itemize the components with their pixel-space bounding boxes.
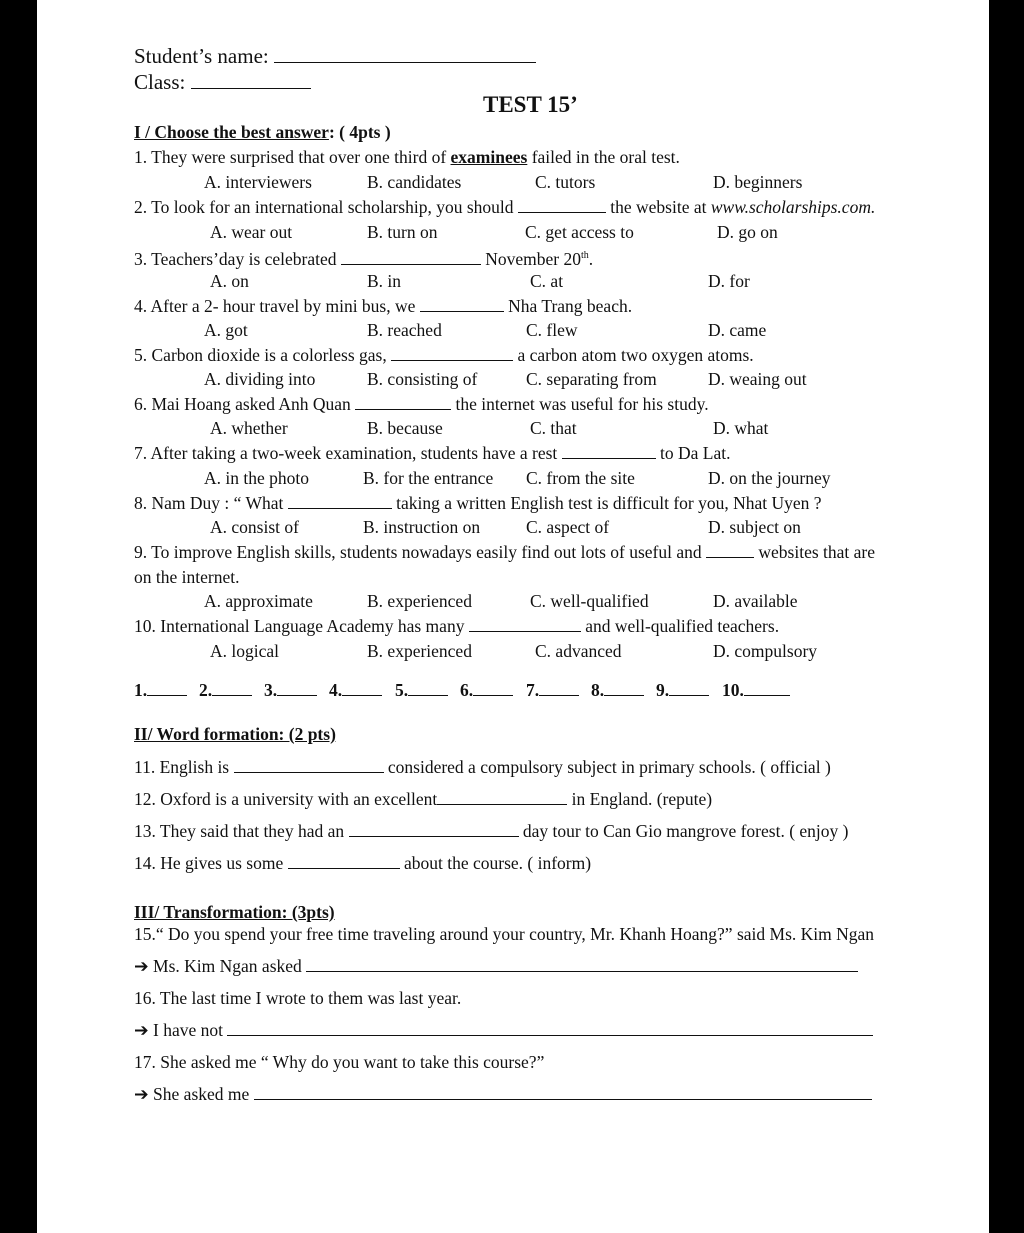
q9-blank[interactable] xyxy=(706,542,754,558)
q5-text-end: a carbon atom two oxygen atoms. xyxy=(513,345,754,365)
q10-option-b[interactable]: B. experienced xyxy=(367,641,472,661)
question-16: 16. The last time I wrote to them was last year. xyxy=(134,988,462,1008)
question-13: 13. They said that they had an day tour to Can Gio mangrove forest. ( enjoy ) xyxy=(134,821,849,841)
q5-option-d[interactable]: D. weaing out xyxy=(708,369,807,389)
q6-text: 6. Mai Hoang asked Anh Quan xyxy=(134,394,356,414)
q10-text: 10. International Language Academy has many xyxy=(134,616,469,636)
answer-17-field[interactable] xyxy=(254,1084,872,1100)
q1-option-a[interactable]: A. interviewers xyxy=(204,172,312,192)
q4-option-a[interactable]: A. got xyxy=(204,320,248,340)
part3-heading: III/ Transformation: (3pts) xyxy=(134,902,335,922)
arrow-icon: ➔ xyxy=(134,956,149,976)
q3-option-b[interactable]: B. in xyxy=(367,271,402,291)
q5-option-b[interactable]: B. consisting of xyxy=(367,369,478,389)
q8-option-b[interactable]: B. instruction on xyxy=(363,517,481,537)
q3-text-end: November 20 xyxy=(480,248,582,269)
question-9 xyxy=(134,541,875,563)
q3-text: 3. Teachers’day is celebrated xyxy=(134,248,341,269)
q10-option-a[interactable]: A. logical xyxy=(210,641,280,661)
answer-slot-3[interactable]: 3. xyxy=(264,680,317,701)
q2-text: 2. To look for an international scholarship, you should xyxy=(134,197,518,217)
q3-blank[interactable] xyxy=(341,249,481,265)
q9-option-a[interactable]: A. approximate xyxy=(204,591,313,611)
q8-blank[interactable] xyxy=(288,493,392,509)
q3-option-a[interactable]: A. on xyxy=(210,271,249,291)
q9-option-b[interactable]: B. experienced xyxy=(367,591,472,611)
answer-slot-4[interactable]: 4. xyxy=(329,680,382,701)
q7-option-d[interactable]: D. on the journey xyxy=(708,468,831,488)
q14-blank[interactable] xyxy=(288,853,400,869)
q9-text-end: websites that are xyxy=(754,542,876,562)
class-label: Class: xyxy=(134,70,186,94)
answer-slot-1[interactable]: 1. xyxy=(134,680,187,701)
q10-option-c[interactable]: C. advanced xyxy=(535,641,622,661)
q5-option-a[interactable]: A. dividing into xyxy=(204,369,316,389)
answer-slot-6[interactable]: 6. xyxy=(460,680,513,701)
q9-option-d[interactable]: D. available xyxy=(713,591,798,611)
answer-17-line: ➔ She asked me xyxy=(134,1083,872,1105)
q7-text: 7. After taking a two-week examination, students have a rest xyxy=(134,443,562,463)
q6-option-d[interactable]: D. what xyxy=(713,418,769,438)
q11-blank[interactable] xyxy=(234,757,384,773)
q1-text: 1. They were surprised that over one third of xyxy=(134,147,451,167)
question-6 xyxy=(134,393,709,415)
q2-option-c[interactable]: C. get access to xyxy=(525,222,634,242)
q12-blank[interactable] xyxy=(437,789,567,805)
question-10 xyxy=(134,615,779,637)
page-title: TEST 15’ xyxy=(483,92,578,117)
arrow-icon: ➔ xyxy=(134,1020,149,1040)
question-11: 11. English is considered a compulsory subject in primary schools. ( official ) xyxy=(134,757,831,777)
q2-blank[interactable] xyxy=(518,197,606,213)
q8-option-c[interactable]: C. aspect of xyxy=(526,517,610,537)
q7-blank[interactable] xyxy=(562,443,656,459)
q8-text: 8. Nam Duy : “ What xyxy=(134,493,288,513)
question-17: 17. She asked me “ Why do you want to take this course?” xyxy=(134,1052,545,1072)
question-2 xyxy=(134,196,875,218)
answer-slot-7[interactable]: 7. xyxy=(526,680,579,701)
q1-text-end: failed in the oral test. xyxy=(527,147,680,167)
q2-text-end: the website at xyxy=(605,197,711,217)
answer-slot-8[interactable]: 8. xyxy=(591,680,644,701)
worksheet-page xyxy=(37,0,989,1233)
student-name-line xyxy=(134,42,536,69)
q3-superscript: th xyxy=(581,250,589,261)
q8-option-d[interactable]: D. subject on xyxy=(708,517,801,537)
part1-heading xyxy=(134,121,391,143)
q10-blank[interactable] xyxy=(469,616,581,632)
q6-option-a[interactable]: A. whether xyxy=(210,418,288,438)
q1-keyword: examinees xyxy=(450,147,528,167)
q1-option-c[interactable]: C. tutors xyxy=(535,172,596,192)
question-14: 14. He gives us some about the course. ( inform) xyxy=(134,853,592,873)
q5-blank[interactable] xyxy=(391,345,513,361)
answer-15-field[interactable] xyxy=(306,956,858,972)
q5-option-c[interactable]: C. separating from xyxy=(526,369,657,389)
q4-text: 4. After a 2- hour travel by mini bus, we xyxy=(134,296,420,316)
q1-option-b[interactable]: B. candidates xyxy=(367,172,462,192)
question-15: 15.“ Do you spend your free time traveling around your country, Mr. Khanh Hoang?” said Ms. Kim Ngan xyxy=(134,924,875,944)
q9-continuation: on the internet. xyxy=(134,567,240,587)
q6-option-b[interactable]: B. because xyxy=(367,418,443,438)
question-5 xyxy=(134,344,754,366)
answer-slot-9[interactable]: 9. xyxy=(656,680,709,701)
q6-text-end: the internet was useful for his study. xyxy=(451,394,709,414)
answer-16-field[interactable] xyxy=(227,1020,873,1036)
q2-option-a[interactable]: A. wear out xyxy=(210,222,293,242)
question-3 xyxy=(134,245,593,270)
part2-heading: II/ Word formation: (2 pts) xyxy=(134,724,336,744)
q13-blank[interactable] xyxy=(349,821,519,837)
q4-option-d[interactable]: D. came xyxy=(708,320,767,340)
q6-blank[interactable] xyxy=(355,394,451,410)
answer-slot-10[interactable]: 10. xyxy=(722,680,790,701)
q2-option-b[interactable]: B. turn on xyxy=(367,222,438,242)
q1-option-d[interactable]: D. beginners xyxy=(713,172,803,192)
student-name-label: Student’s name: xyxy=(134,44,269,68)
part1-heading-text: I / Choose the best answer xyxy=(134,122,329,142)
q4-option-c[interactable]: C. flew xyxy=(526,320,578,340)
answer-slot-5[interactable]: 5. xyxy=(395,680,448,701)
question-12: 12. Oxford is a university with an excellent in England. (repute) xyxy=(134,789,713,809)
q4-option-b[interactable]: B. reached xyxy=(367,320,442,340)
q8-option-a[interactable]: A. consist of xyxy=(210,517,299,537)
q7-option-c[interactable]: C. from the site xyxy=(526,468,635,488)
q9-text: 9. To improve English skills, students nowadays easily find out lots of useful and xyxy=(134,542,707,562)
class-field[interactable] xyxy=(191,68,311,89)
q8-text-end: taking a written English test is difficult for you, Nhat Uyen ? xyxy=(391,493,822,513)
question-1 xyxy=(134,146,680,168)
q10-text-end: and well-qualified teachers. xyxy=(580,616,780,636)
answer-slot-2[interactable]: 2. xyxy=(199,680,252,701)
q2-option-d[interactable]: D. go on xyxy=(717,222,778,242)
arrow-icon: ➔ xyxy=(134,1084,149,1104)
student-name-field[interactable] xyxy=(274,42,536,63)
question-8 xyxy=(134,492,822,514)
q4-text-end: Nha Trang beach. xyxy=(503,296,633,316)
q7-option-a[interactable]: A. in the photo xyxy=(204,468,309,488)
q7-option-b[interactable]: B. for the entrance xyxy=(363,468,494,488)
q3-option-c[interactable]: C. at xyxy=(530,271,564,291)
q6-option-c[interactable]: C. that xyxy=(530,418,577,438)
class-line xyxy=(134,68,311,95)
q5-text: 5. Carbon dioxide is a colorless gas, xyxy=(134,345,392,365)
answer-15-line: ➔ Ms. Kim Ngan asked xyxy=(134,955,858,977)
q7-text-end: to Da Lat. xyxy=(655,443,731,463)
q4-blank[interactable] xyxy=(420,296,504,312)
part1-points: : ( 4pts ) xyxy=(328,122,391,142)
q3-period: . xyxy=(588,248,594,269)
q3-option-d[interactable]: D. for xyxy=(708,271,750,291)
q2-url: www.scholarships.com. xyxy=(710,197,876,217)
q9-option-c[interactable]: C. well-qualified xyxy=(530,591,649,611)
question-4 xyxy=(134,295,632,317)
q10-option-d[interactable]: D. compulsory xyxy=(713,641,818,661)
question-7 xyxy=(134,442,731,464)
answer-16-line: ➔ I have not xyxy=(134,1019,873,1041)
